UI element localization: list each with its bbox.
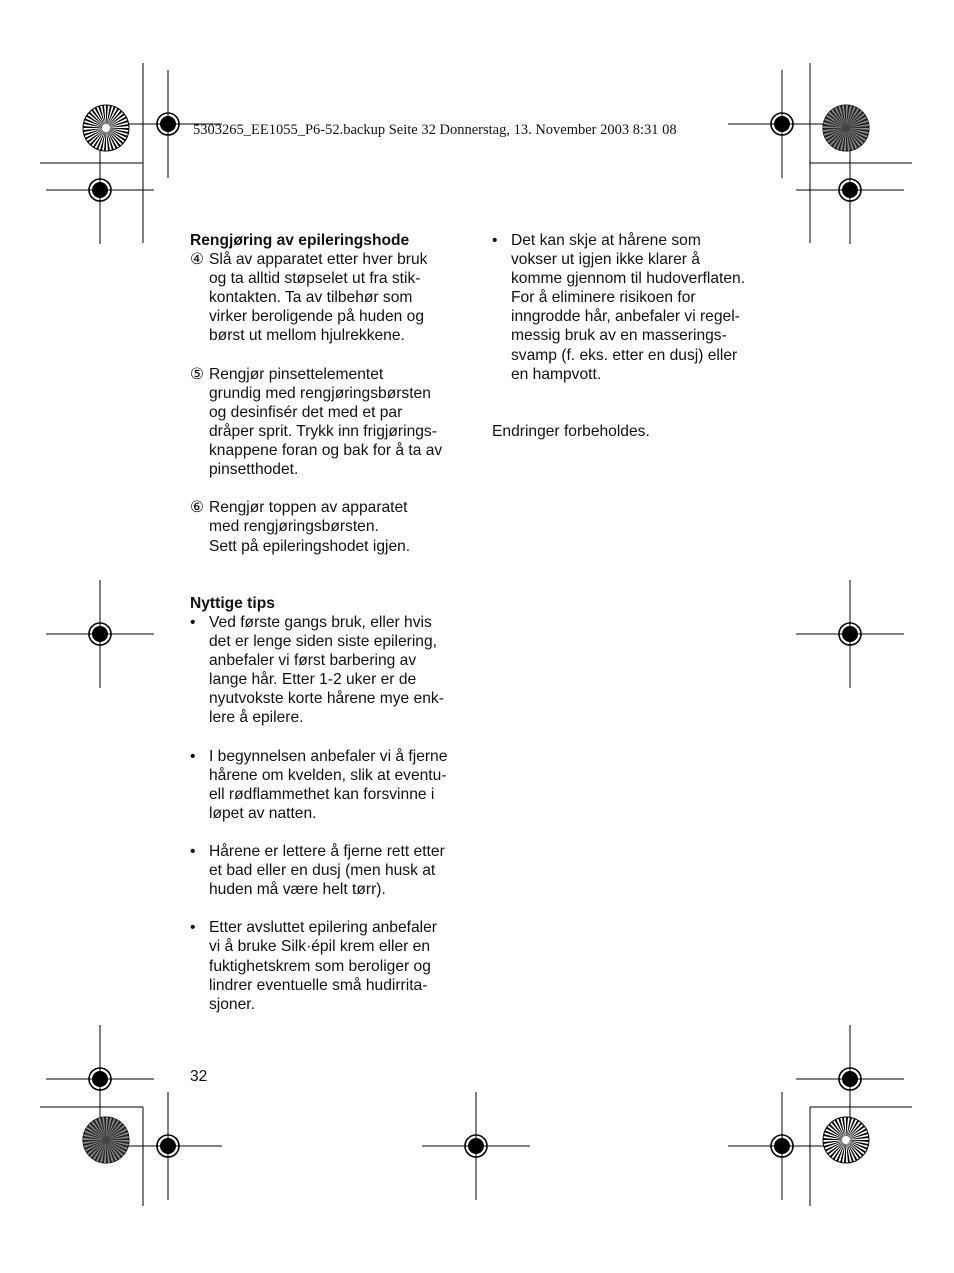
text-line: pinsetthodet. (209, 461, 299, 479)
crosshair-icon (422, 1092, 530, 1200)
crosshair-icon (728, 1092, 836, 1200)
text-line: ell rødflammethet kan forsvinne i (209, 785, 435, 803)
item-marker: ④ (190, 251, 204, 269)
text-line: knappene foran og bak for å ta av (209, 442, 443, 460)
text-line: Rengjør pinsettelementet (209, 365, 384, 383)
tip-item (190, 918, 472, 1013)
text-line: et bad eller en dusj (men husk at (209, 862, 436, 880)
crosshair-icon (796, 580, 904, 688)
text-line: lere å epilere. (209, 709, 304, 727)
crosshair-icon (796, 1025, 904, 1133)
tip-item (190, 747, 472, 823)
text-line: Etter avsluttet epilering anbefaler (209, 919, 437, 937)
text-line: huden må være helt tørr). (209, 881, 386, 899)
right-column (492, 231, 774, 441)
crosshair-icon (46, 136, 154, 244)
text-line: sjoner. (209, 995, 255, 1013)
crosshair-icon (114, 1092, 222, 1200)
cleaning-step (190, 498, 472, 555)
text-line: børst ut mellom hjulrekkene. (209, 327, 405, 345)
crosshair-icon (796, 136, 904, 244)
text-line: svamp (f. eks. etter en dusj) eller (511, 346, 738, 364)
tip-item (190, 613, 472, 728)
item-marker: ⑤ (190, 365, 204, 383)
text-line: For å eliminere risikoen for (511, 289, 696, 307)
item-marker: • (190, 747, 196, 765)
text-line: og desinfisér det med et par (209, 403, 403, 421)
item-marker: • (492, 232, 498, 249)
text-line: I begynnelsen anbefaler vi å fjerne (209, 747, 448, 765)
item-marker: • (190, 613, 196, 631)
print-header: 5303265_EE1055_P6-52.backup Seite 32 Donnerstag, 13. November 2003 8:31 08 (193, 122, 677, 138)
text-line: det er lenge siden siste epilering, (209, 632, 437, 650)
text-line: kontakten. Ta av tilbehør som (209, 289, 413, 307)
text-line: fuktighetskrem som beroliger og (209, 957, 431, 975)
tip-item (190, 842, 472, 899)
tip-item (492, 231, 774, 384)
left-column (190, 231, 472, 1014)
text-line: Sett på epileringshodet igjen. (209, 537, 411, 555)
star-target-icon (83, 105, 129, 151)
text-line: virker beroligende på huden og (209, 308, 425, 326)
text-line: komme gjennom til hudoverflaten. (511, 270, 746, 288)
item-marker: • (190, 919, 196, 937)
item-marker: ⑥ (190, 499, 204, 517)
text-line: messig bruk av en masserings- (511, 327, 727, 345)
section-heading-tips: Nyttige tips (190, 594, 275, 612)
crosshair-icon (46, 580, 154, 688)
star-target-icon (83, 1117, 129, 1163)
cleaning-step (190, 365, 472, 480)
crosshair-icon (728, 70, 836, 178)
star-target-icon (823, 1117, 869, 1163)
text-line: inngrodde hår, anbefaler vi regel- (511, 308, 740, 326)
text-line: Slå av apparatet etter hver bruk (209, 251, 428, 269)
crosshair-icon (46, 1025, 154, 1133)
section-heading-cleaning: Rengjøring av epileringshode (190, 232, 410, 249)
text-line: en hampvott. (511, 365, 602, 383)
text-line: lange hår. Etter 1-2 uker er de (209, 671, 417, 689)
cleaning-step (190, 250, 472, 345)
text-line: Det kan skje at hårene som (511, 232, 701, 249)
text-line: anbefaler vi først barbering av (209, 652, 417, 670)
text-line: løpet av natten. (209, 804, 317, 822)
text-line: Rengjør toppen av apparatet (209, 499, 408, 517)
text-line: vi å bruke Silk·épil krem eller en (209, 938, 430, 956)
text-line: Hårene er lettere å fjerne rett etter (209, 843, 445, 860)
text-line: hårene om kvelden, slik at eventu- (209, 766, 447, 784)
star-target-icon (823, 105, 869, 151)
text-line: lindrer eventuelle små hudirrita- (209, 976, 428, 994)
footer-note: Endringer forbeholdes. (492, 422, 650, 440)
text-line: nyutvokste korte hårene mye enk- (209, 690, 444, 708)
page-number: 32 (190, 1068, 208, 1085)
text-line: dråper sprit. Trykk inn frigjørings- (209, 422, 437, 440)
text-line: vokser ut igjen ikke klarer å (511, 251, 700, 269)
text-line: Ved første gangs bruk, eller hvis (209, 613, 432, 631)
text-line: grundig med rengjøringsbørsten (209, 384, 431, 402)
item-marker: • (190, 843, 196, 860)
text-line: og ta alltid støpselet ut fra stik- (209, 270, 421, 288)
text-line: med rengjøringsbørsten. (209, 518, 379, 536)
